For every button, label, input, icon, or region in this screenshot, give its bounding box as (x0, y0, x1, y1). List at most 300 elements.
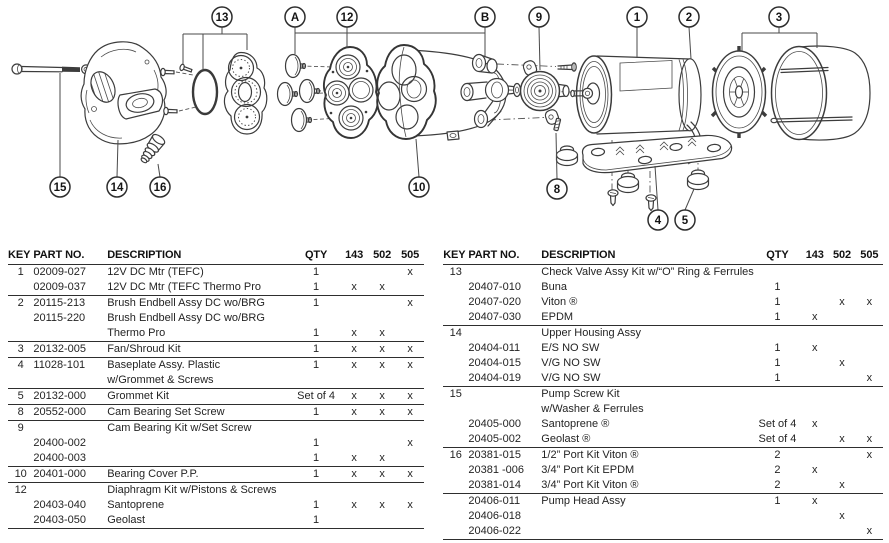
column-header: QTY (304, 249, 328, 261)
callout-B (475, 7, 495, 56)
description-cell: Brush Endbell Assy DC wo/BRG (107, 312, 265, 324)
column-header: QTY (766, 249, 789, 261)
description-cell: Fan/Shroud Kit (107, 343, 181, 355)
qty-cell: 1 (774, 372, 781, 384)
part-no-cell: 20404-011 (468, 342, 521, 354)
mark-143-cell: x (811, 495, 818, 507)
mark-505-cell: x (407, 266, 413, 278)
part-no-cell: 20406-018 (468, 510, 521, 522)
qty-cell: Set of 4 (758, 433, 797, 445)
callout-label: 8 (553, 184, 561, 196)
mark-505-cell: x (866, 296, 873, 308)
table-row (8, 467, 424, 483)
mark-505-cell (396, 326, 424, 342)
callout-16 (150, 164, 170, 197)
mark-505-cell: x (866, 525, 873, 537)
description-cell: 12V DC Mtr (TEFC) (107, 266, 204, 278)
callout-label: 5 (681, 215, 689, 227)
column-header: KEY (8, 249, 31, 261)
key-cell: 16 (449, 449, 462, 461)
mark-143-cell (801, 387, 828, 403)
description-cell: Upper Housing Assy (541, 327, 641, 339)
part-no-cell: 20403-040 (33, 499, 86, 511)
mark-505-cell (856, 387, 883, 403)
mark-502-cell: x (379, 452, 385, 464)
mark-502-cell (828, 371, 855, 387)
qty-cell: 1 (313, 327, 320, 339)
table-row (443, 310, 883, 326)
mark-502-cell: x (839, 433, 845, 445)
mark-502-cell (828, 341, 855, 356)
mark-502-cell (368, 265, 396, 281)
mark-143-cell (340, 311, 368, 326)
mark-143-cell: x (351, 468, 357, 480)
part-no-cell: 02009-027 (33, 266, 86, 278)
key-cell (8, 373, 33, 389)
callout-label: 10 (412, 182, 426, 194)
mark-143-cell (801, 448, 828, 464)
key-cell (8, 436, 33, 451)
qty-cell: 1 (313, 406, 320, 418)
key-cell (8, 311, 33, 326)
mark-143-cell (340, 296, 368, 312)
mark-143-cell: x (351, 406, 357, 418)
key-cell (443, 509, 468, 524)
qty-cell: 1 (313, 514, 320, 526)
description-cell: 3/4” Port Kit EPDM (541, 464, 635, 476)
mark-143-cell (801, 402, 828, 417)
table-row (8, 483, 424, 499)
callout-label: 4 (654, 215, 662, 227)
mark-505-cell: x (866, 449, 873, 461)
description-cell: 1/2” Port Kit Viton ® (541, 449, 639, 461)
description-cell: Baseplate Assy. Plastic (107, 359, 221, 371)
table-row (443, 402, 883, 417)
table-row (443, 371, 883, 387)
baseplate (582, 135, 731, 172)
qty-cell: 1 (313, 343, 320, 355)
mark-502-cell (828, 463, 855, 478)
description-cell: Grommet Kit (107, 390, 169, 402)
callout-label: 13 (215, 12, 229, 24)
table-row (8, 498, 424, 513)
mark-502-cell (828, 448, 855, 464)
part-no-cell: 20404-019 (468, 372, 521, 384)
mark-505-cell (856, 280, 883, 295)
table-row (8, 389, 424, 405)
qty-cell: 1 (774, 281, 781, 293)
description-cell: Bearing Cover P.P. (107, 468, 199, 480)
mark-143-cell: x (811, 464, 818, 476)
table-row (8, 296, 424, 312)
mark-502-cell: x (379, 499, 385, 511)
mark-505-cell (396, 280, 424, 296)
qty-cell (292, 373, 340, 389)
table-row (443, 478, 883, 494)
mark-502-cell (828, 387, 855, 403)
mark-143-cell: x (811, 311, 818, 323)
key-cell: 10 (14, 468, 27, 480)
key-cell (8, 280, 33, 296)
mark-502-cell: x (379, 343, 385, 355)
qty-cell (754, 509, 801, 524)
part-no-cell: 11028-101 (33, 359, 86, 371)
table-row (8, 342, 424, 358)
mark-143-cell (801, 478, 828, 494)
mark-505-cell (396, 311, 424, 326)
part-no-cell: 20115-213 (33, 297, 86, 309)
key-cell: 8 (17, 406, 24, 418)
part-no-cell (33, 326, 107, 342)
key-cell: 2 (17, 297, 24, 309)
description-cell: Geolast (107, 514, 146, 526)
mark-505-cell (856, 509, 883, 524)
column-header: 505 (860, 249, 879, 261)
mark-505-cell: x (866, 372, 873, 384)
column-header: KEY (443, 249, 466, 261)
key-cell (443, 356, 468, 371)
mark-505-cell (856, 417, 883, 432)
table-row (443, 387, 883, 403)
description-cell: Santoprene ® (541, 418, 610, 430)
callout-label: 16 (153, 182, 167, 194)
mark-505-cell (856, 310, 883, 326)
cam-screw (558, 63, 576, 71)
check-valve-assembly (224, 53, 266, 135)
column-header: 505 (401, 249, 420, 261)
qty-cell: 1 (313, 437, 320, 449)
table-row (8, 326, 424, 342)
mark-502-cell (368, 421, 396, 437)
qty-cell: 1 (313, 266, 320, 278)
mark-505-cell (396, 513, 424, 529)
mark-502-cell (828, 326, 855, 342)
description-cell: Cam Bearing Set Screw (107, 406, 225, 418)
key-cell (443, 280, 468, 295)
mark-502-cell (368, 513, 396, 529)
callout-label: 2 (685, 12, 693, 24)
qty-cell: Set of 4 (297, 390, 336, 402)
callout-3 (742, 7, 817, 51)
qty-cell (754, 265, 801, 281)
mark-502-cell (368, 311, 396, 326)
table-row (8, 436, 424, 451)
key-cell: 4 (17, 359, 24, 371)
table-row (443, 280, 883, 295)
parts-table-right (443, 247, 883, 540)
table-row (8, 265, 424, 281)
part-no-cell: 20381 -006 (468, 464, 525, 476)
mark-502-cell: x (379, 468, 385, 480)
key-cell: 3 (17, 343, 24, 355)
mark-505-cell (856, 402, 883, 417)
part-no-cell (33, 421, 107, 437)
column-header: PART NO. (468, 249, 520, 261)
mark-505-cell (396, 373, 424, 389)
column-header: DESCRIPTION (541, 249, 616, 261)
qty-cell (292, 483, 340, 499)
part-no-cell: 20381-015 (468, 449, 521, 461)
qty-cell: 1 (313, 499, 320, 511)
key-cell (443, 310, 468, 326)
diaphragm-plate (324, 47, 378, 138)
key-cell (443, 478, 468, 494)
parts-table (8, 247, 424, 529)
callout-14 (107, 140, 127, 197)
table-row (443, 463, 883, 478)
callout-label: B (480, 12, 490, 24)
mark-143-cell (340, 483, 368, 499)
qty-cell: Set of 4 (758, 418, 797, 430)
mark-502-cell: x (379, 390, 385, 402)
column-header: PART NO. (33, 249, 85, 261)
table-row (443, 356, 883, 371)
key-cell (8, 513, 33, 529)
mark-143-cell (801, 356, 828, 371)
fan (712, 46, 766, 138)
callout-label: A (290, 12, 300, 24)
qty-cell: 1 (774, 311, 781, 323)
table-row (443, 341, 883, 356)
qty-cell: 1 (774, 296, 781, 308)
fan-shroud (771, 46, 870, 140)
mark-143-cell: x (351, 390, 357, 402)
part-no-cell: 20404-015 (468, 357, 521, 369)
description-cell: Pump Head Assy (541, 495, 626, 507)
key-cell: 5 (17, 390, 24, 402)
mark-143-cell (340, 513, 368, 529)
mark-502-cell: x (839, 357, 845, 369)
callout-label: 3 (775, 12, 783, 24)
description-cell (107, 436, 292, 451)
mark-143-cell (801, 371, 828, 387)
part-no-cell: 20407-020 (468, 296, 521, 308)
mark-505-cell: x (407, 468, 413, 480)
mark-505-cell (396, 421, 424, 437)
key-cell (8, 326, 33, 342)
table-row (443, 432, 883, 448)
mark-502-cell: x (839, 479, 845, 491)
table-row (8, 421, 424, 437)
table-row (443, 265, 883, 281)
mark-505-cell (856, 356, 883, 371)
mark-502-cell (368, 483, 396, 499)
description-cell: Buna (541, 281, 567, 293)
mark-505-cell: x (407, 437, 413, 449)
mark-502-cell (828, 265, 855, 281)
description-cell: Geolast ® (541, 433, 591, 445)
description-cell: w/Grommet & Screws (107, 374, 214, 386)
mark-505-cell (396, 451, 424, 467)
description-cell: Brush Endbell Assy DC wo/BRG (107, 297, 265, 309)
mark-143-cell (801, 524, 828, 540)
description-cell (541, 509, 754, 524)
key-cell: 15 (449, 388, 462, 400)
qty-cell: 1 (313, 359, 320, 371)
description-cell: V/G NO SW (541, 357, 601, 369)
mark-143-cell: x (811, 342, 818, 354)
part-no-cell: 20406-011 (468, 495, 521, 507)
part-no-cell: 20407-010 (468, 281, 521, 293)
table-row (8, 280, 424, 296)
mark-143-cell: x (351, 343, 357, 355)
description-cell: Santoprene (107, 499, 165, 511)
mark-502-cell (828, 310, 855, 326)
parts-table (443, 247, 883, 540)
mark-502-cell (828, 402, 855, 417)
table-row (8, 451, 424, 467)
table-row (8, 513, 424, 529)
table-row (8, 311, 424, 326)
mark-505-cell: x (407, 499, 413, 511)
callout-label: 14 (110, 182, 124, 194)
mark-505-cell (856, 463, 883, 478)
table-row (443, 326, 883, 342)
part-no-cell: 20115-220 (33, 312, 86, 324)
qty-cell (754, 524, 801, 540)
description-cell: Pump Screw Kit (541, 388, 620, 400)
part-no-cell: 20132-000 (33, 390, 86, 402)
mark-505-cell: x (866, 433, 873, 445)
callout-10 (409, 139, 429, 197)
part-no-cell: 20381-014 (468, 479, 521, 491)
mark-143-cell: x (351, 327, 357, 339)
description-cell: V/G NO SW (541, 372, 601, 384)
column-header: DESCRIPTION (107, 249, 182, 261)
baseplate-screw (608, 190, 618, 206)
mark-505-cell (856, 478, 883, 494)
mark-502-cell: x (379, 327, 385, 339)
qty-cell: 2 (774, 464, 781, 476)
callout-1 (627, 7, 647, 57)
key-cell (443, 432, 468, 448)
mark-502-cell (368, 296, 396, 312)
part-no-cell: 20407-030 (468, 311, 521, 323)
mark-502-cell: x (379, 359, 385, 371)
part-no-cell (468, 387, 541, 403)
table-row (8, 405, 424, 421)
callout-2 (679, 7, 699, 59)
qty-cell: 1 (313, 297, 320, 309)
part-no-cell (468, 402, 541, 417)
column-header: 502 (832, 249, 852, 261)
key-cell (443, 402, 468, 417)
mark-143-cell: x (351, 499, 357, 511)
key-cell (443, 524, 468, 540)
table-row (443, 509, 883, 524)
mark-502-cell: x (379, 281, 385, 293)
description-cell: Check Valve Assy Kit w/“O” Ring & Ferrules (541, 266, 754, 278)
o-ring (193, 70, 217, 114)
column-header: 143 (345, 249, 364, 261)
mark-505-cell: x (407, 359, 413, 371)
mark-143-cell (801, 432, 828, 448)
column-header: 502 (373, 249, 392, 261)
key-cell (443, 341, 468, 356)
key-cell: 1 (17, 266, 24, 278)
mark-143-cell (801, 509, 828, 524)
mark-143-cell: x (351, 281, 357, 293)
description-cell: EPDM (541, 311, 574, 323)
qty-cell: 1 (774, 357, 781, 369)
part-no-cell: 20400-002 (33, 437, 86, 449)
mark-505-cell (856, 326, 883, 342)
parts-tables (0, 243, 889, 540)
mark-143-cell: x (351, 452, 357, 464)
qty-cell (292, 311, 340, 326)
key-cell: 9 (17, 422, 24, 434)
mark-502-cell (828, 494, 855, 510)
key-cell: 13 (449, 266, 462, 278)
part-no-cell (33, 483, 107, 499)
callout-label: 1 (633, 12, 641, 24)
key-cell (443, 295, 468, 310)
description-cell: 3/4” Port Kit Viton ® (541, 479, 639, 491)
callout-15 (50, 73, 70, 197)
description-cell: Thermo Pro (107, 327, 166, 339)
mark-143-cell (340, 265, 368, 281)
mark-505-cell (856, 494, 883, 510)
table-row (443, 295, 883, 310)
mark-502-cell (828, 417, 855, 432)
description-cell: Diaphragm Kit w/Pistons & Screws (107, 484, 277, 496)
mark-143-cell (801, 326, 828, 342)
callout-label: 9 (535, 12, 543, 24)
upper-housing (81, 42, 166, 144)
part-no-cell (468, 326, 541, 342)
description-cell (107, 451, 292, 467)
description-cell: 12V DC Mtr (TEFC Thermo Pro (107, 281, 262, 293)
description-cell: w/Washer & Ferrules (541, 403, 644, 415)
callout-label: 12 (340, 12, 354, 24)
mark-502-cell: x (839, 296, 845, 308)
parts-table-left (8, 247, 424, 529)
pistons (278, 55, 320, 132)
key-cell (443, 463, 468, 478)
qty-cell: 1 (313, 452, 320, 464)
qty-cell: 1 (774, 342, 781, 354)
part-no-cell: 20406-022 (468, 525, 521, 537)
part-no-cell: 20405-002 (468, 433, 521, 445)
mark-143-cell: x (811, 418, 818, 430)
mark-505-cell (856, 341, 883, 356)
mark-505-cell: x (407, 406, 413, 418)
part-no-cell: 20401-000 (33, 468, 86, 480)
callout-5 (675, 189, 695, 230)
mark-143-cell (801, 295, 828, 310)
callout-8 (547, 133, 567, 199)
mounting-bolt (12, 64, 90, 74)
pump-exploded-view (0, 0, 889, 243)
mark-143-cell (801, 280, 828, 295)
qty-cell: 1 (313, 281, 320, 293)
baseplate-screw (646, 195, 656, 211)
part-no-cell: 20400-003 (33, 452, 86, 464)
part-no-cell: 20403-050 (33, 514, 86, 526)
mark-502-cell (368, 436, 396, 451)
part-no-cell: 02009-037 (33, 281, 86, 293)
key-cell: 14 (449, 327, 462, 339)
table-row (443, 524, 883, 540)
callout-A (285, 7, 485, 54)
mark-502-cell (828, 280, 855, 295)
exploded-parts-diagram (0, 0, 889, 243)
key-cell (8, 451, 33, 467)
mark-143-cell (801, 265, 828, 281)
mark-505-cell: x (407, 343, 413, 355)
mark-502-cell (828, 524, 855, 540)
description-cell (541, 524, 754, 540)
